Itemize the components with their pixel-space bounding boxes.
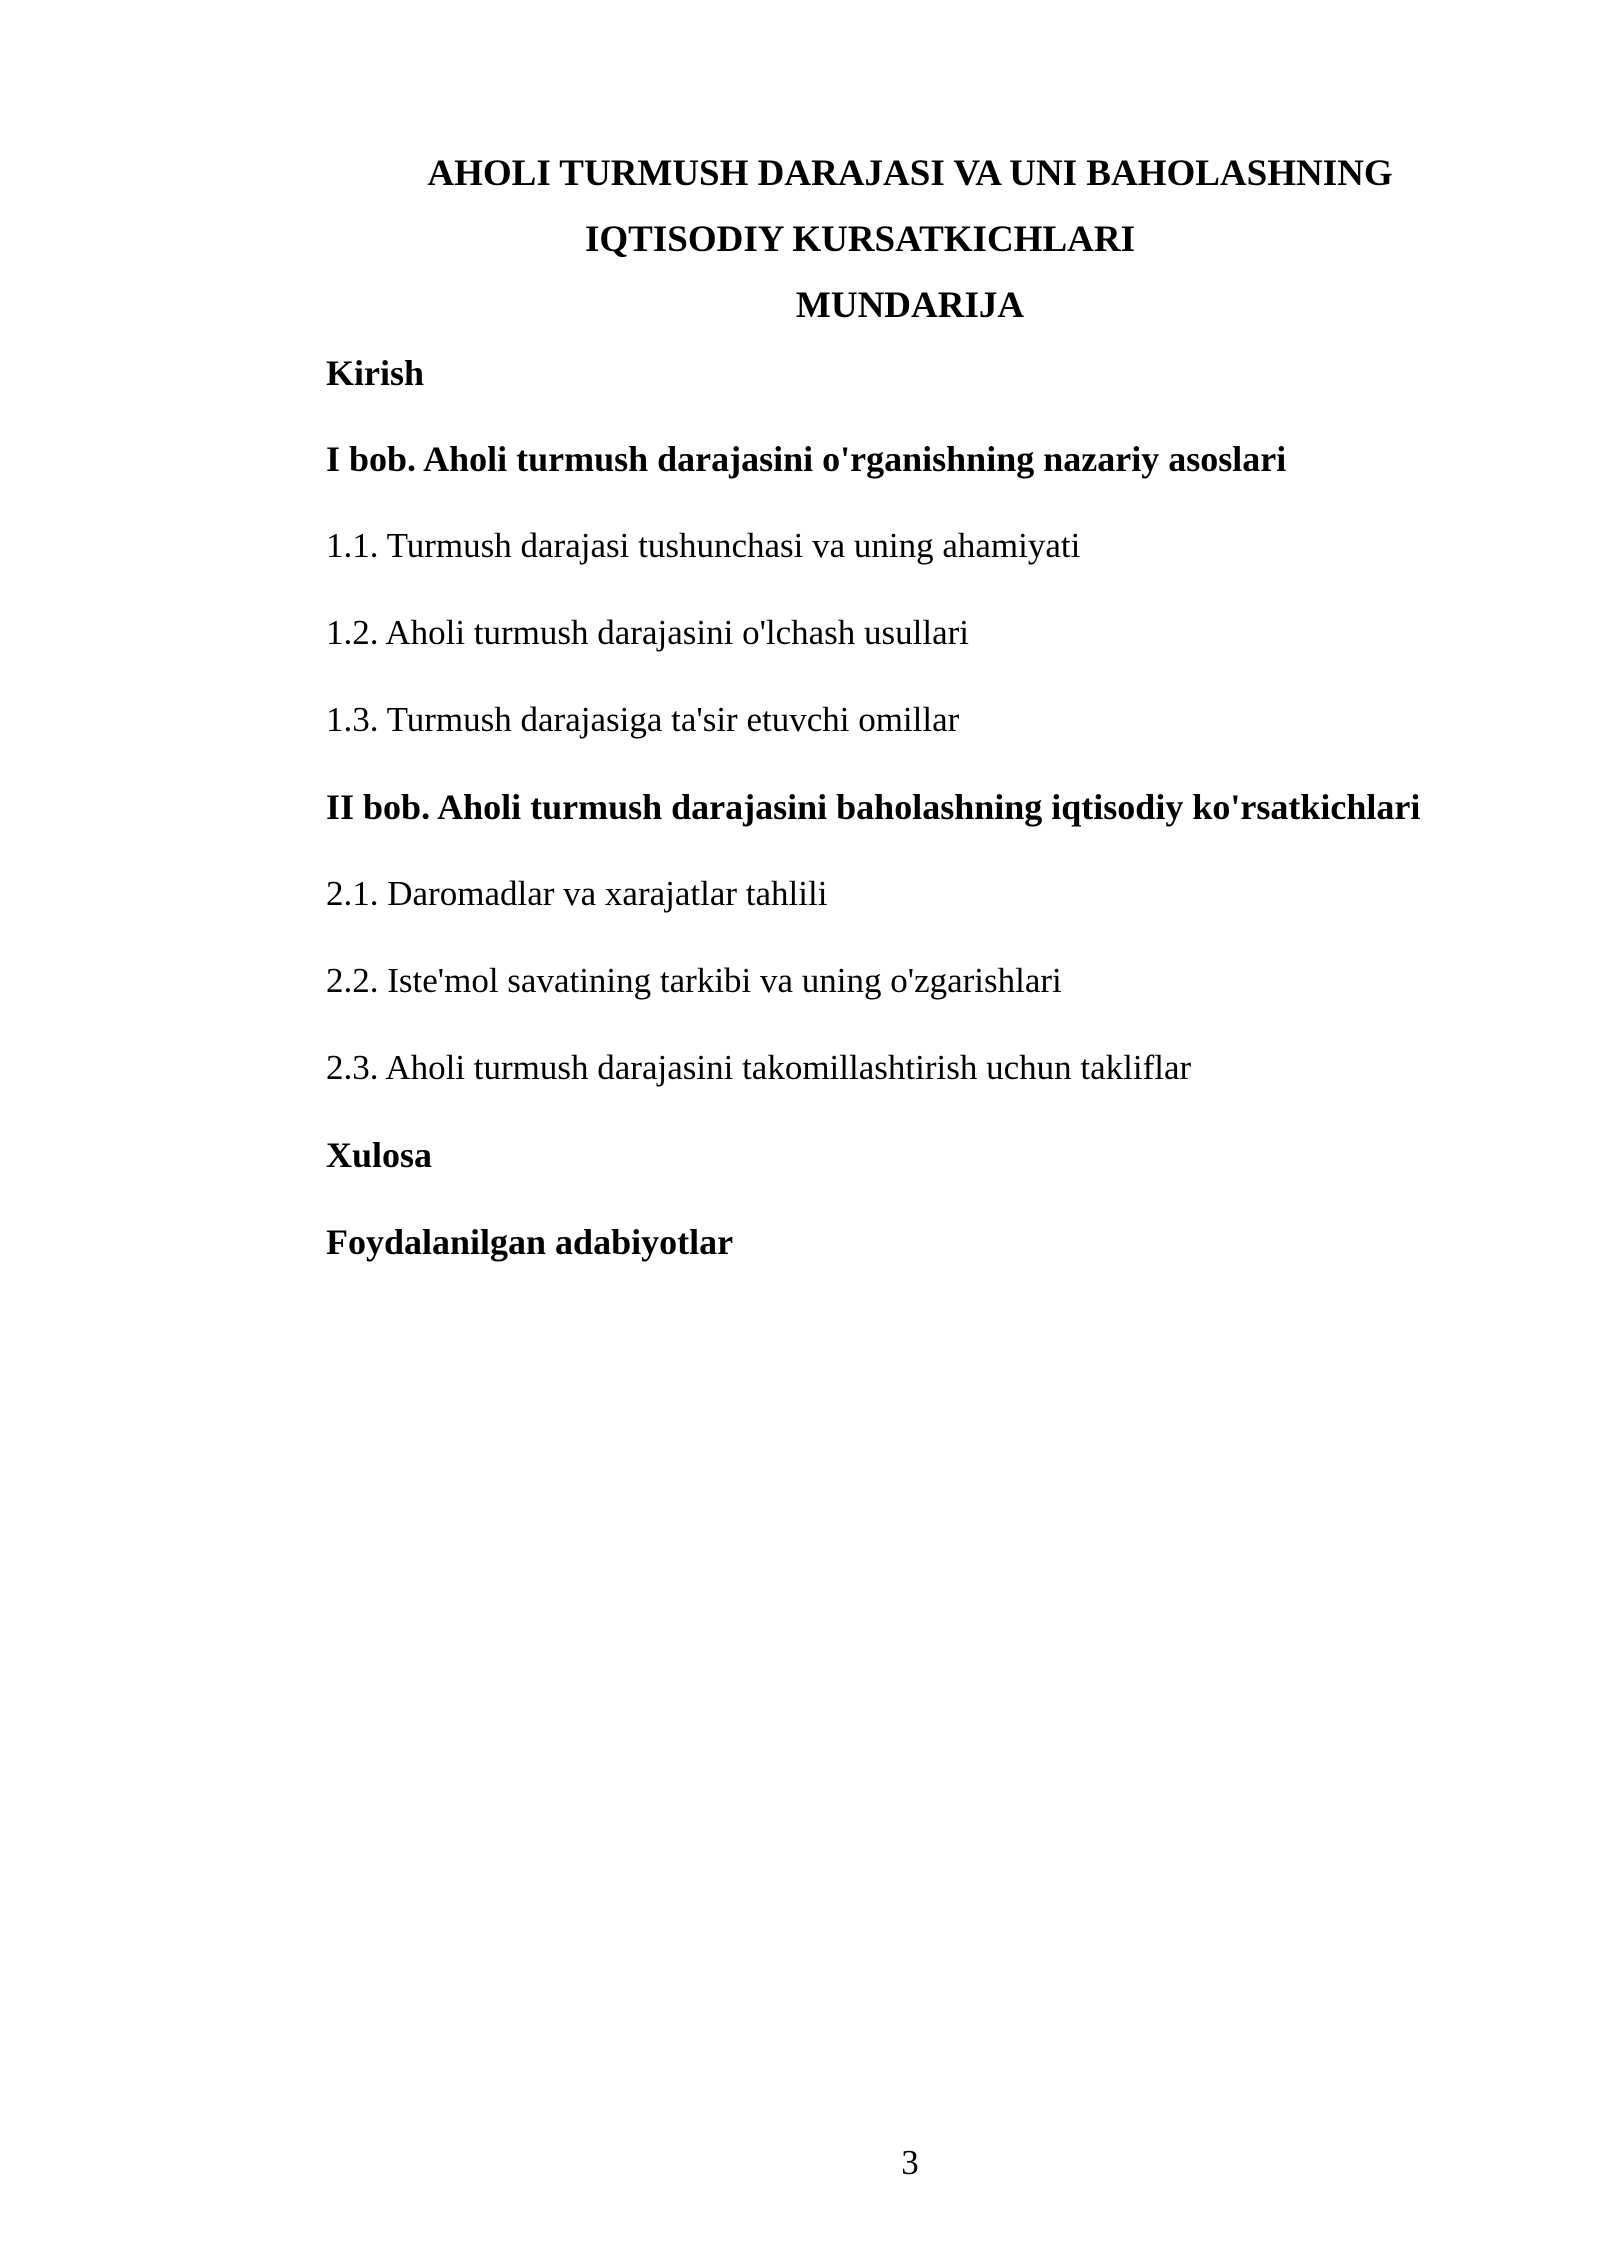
toc-item-kirish: Kirish	[326, 353, 425, 393]
toc-item-references: Foydalanilgan adabiyotlar	[326, 1222, 734, 1262]
toc-item-1-1: 1.1. Turmush darajasi tushunchasi va uning ahamiyati	[326, 526, 1081, 565]
page-number: 3	[901, 2143, 919, 2182]
toc-heading: MUNDARIJA	[795, 285, 1025, 326]
toc-item-2-1: 2.1. Daromadlar va xarajatlar tahlili	[326, 874, 828, 913]
toc-item-1-3: 1.3. Turmush darajasiga ta'sir etuvchi omillar	[326, 700, 960, 739]
toc-item-xulosa: Xulosa	[326, 1135, 433, 1175]
toc-item-chapter-2: II bob. Aholi turmush darajasini baholashning iqtisodiy ko'rsatkichlari	[326, 787, 1421, 827]
document-title-line-2: IQTISODIY KURSATKICHLARI	[585, 219, 1135, 260]
document-title-line-1: AHOLI TURMUSH DARAJASI VA UNI BAHOLASHNING	[427, 153, 1393, 194]
toc-item-2-3: 2.3. Aholi turmush darajasini takomillashtirish uchun takliflar	[326, 1048, 1192, 1087]
toc-item-chapter-1: I bob. Aholi turmush darajasini o'rganishning nazariy asoslari	[326, 439, 1287, 479]
toc-item-1-2: 1.2. Aholi turmush darajasini o'lchash usullari	[326, 613, 970, 652]
toc-item-2-2: 2.2. Iste'mol savatining tarkibi va uning o'zgarishlari	[326, 961, 1062, 1000]
